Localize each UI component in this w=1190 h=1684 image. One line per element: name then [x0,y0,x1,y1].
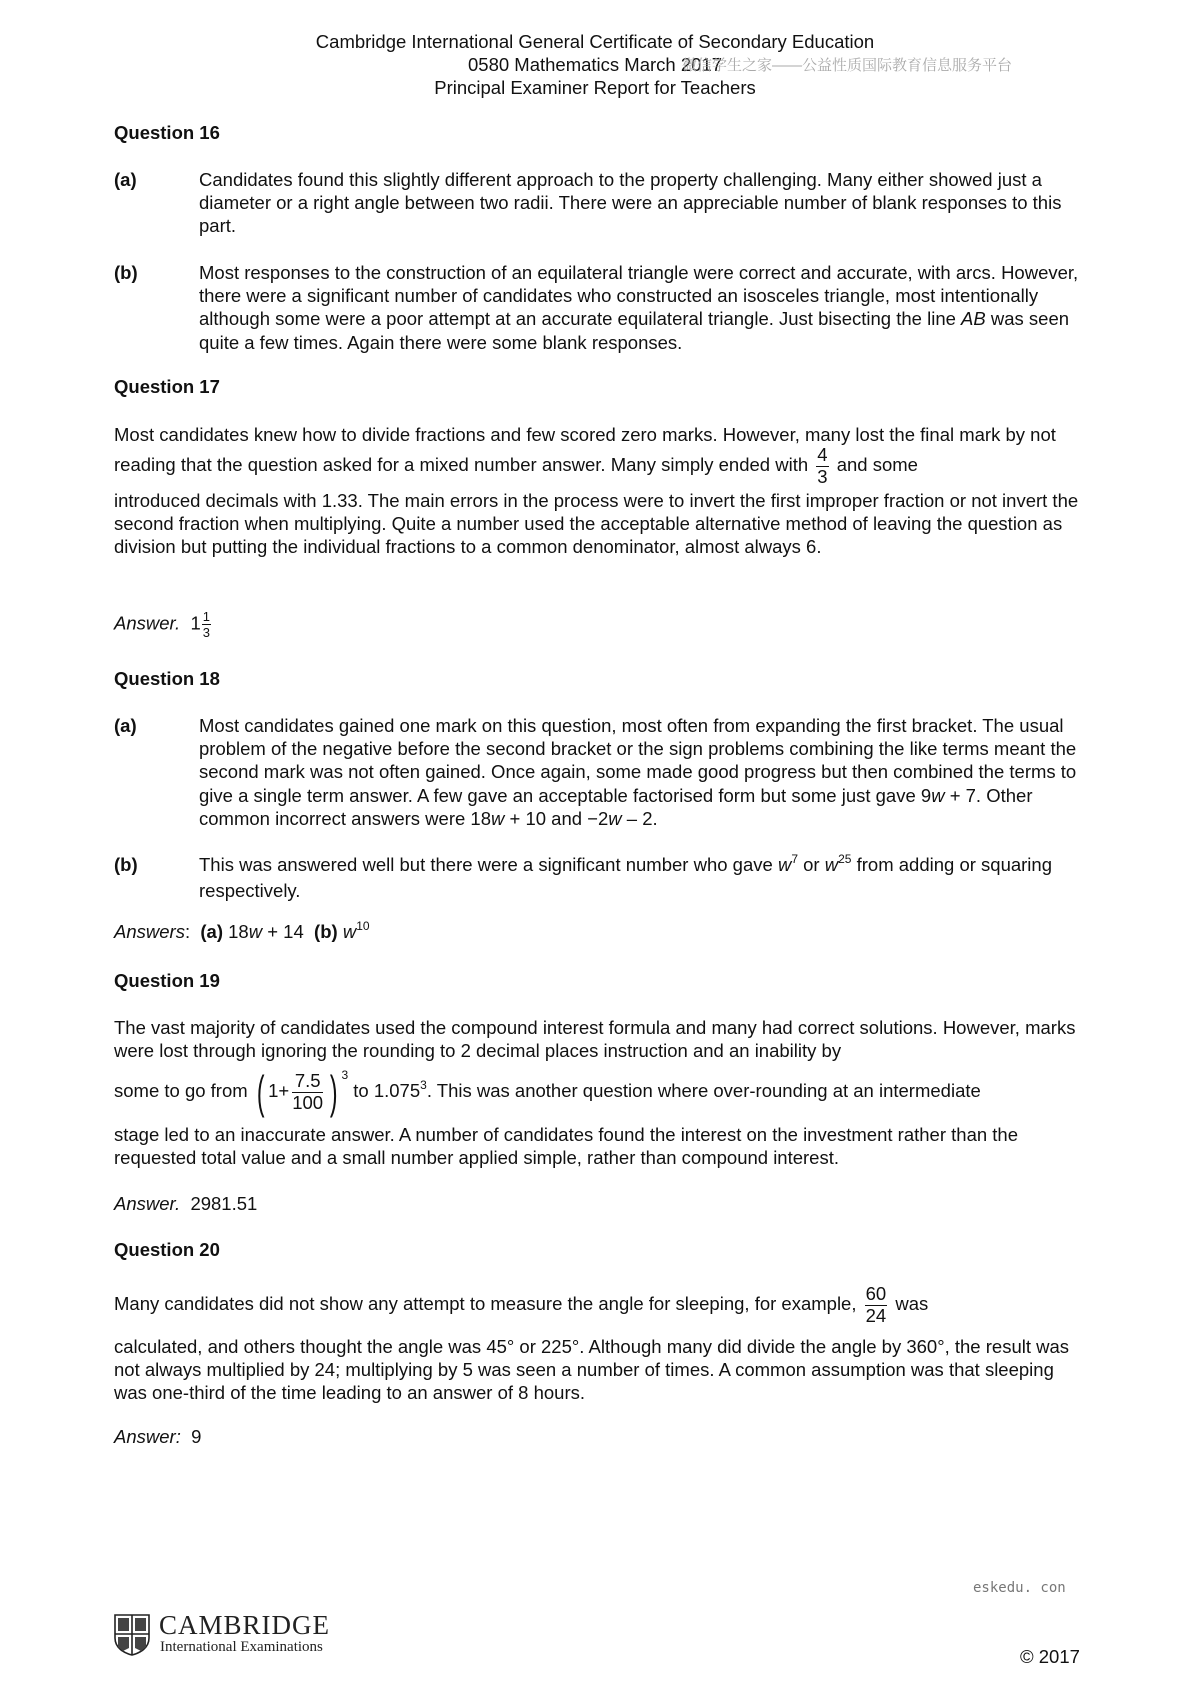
question-20-answer: Answer: 9 [114,1426,202,1447]
logo-subtitle: International Examinations [160,1639,323,1655]
shield-icon [114,1614,150,1656]
part-label: (a) [114,715,137,736]
logo-wordmark: CAMBRIDGE [159,1610,331,1640]
question-20-text-cont: calculated, and others thought the angle was 45° or 225°. Although many did divide the angle by 360°, the result was not always multiplied by 24; multiplying by 5 was seen a number of times. A common assumption was that sleeping was one-third of the time leading to an answer of 8 hours. [114,1336,1070,1404]
question-17-title: Question 17 [114,376,220,397]
part-label: (b) [114,262,138,283]
part-text: Most responses to the construction of an equilateral triangle were correct and accurate, with arcs. However, there were a significant number of candidates who constructed an isosceles triangle, most intentionally although some were a poor attempt at an accurate equilateral triangle. Just bisecting the line AB was seen quite a few times. Again there were some blank responses. [199,262,1079,353]
question-18b [114,853,1089,902]
question-17-text-cont: introduced decimals with 1.33. The main errors in the process were to invert the first improper fraction or not invert the second fraction when multiplying. Quite a number used the acceptable alternative method of leaving the question as division but putting the individual fractions to a common denominator, almost always 6. [114,490,1079,558]
watermark-site: eskedu. con [973,1580,1066,1596]
part-label: (a) [114,169,137,190]
question-17-text: Most candidates knew how to divide fractions and few scored zero marks. However, many lost the final mark by not reading that the question asked for a mixed number answer. Many simply ended with $\frac{4}{3}$ and some [114,424,1056,487]
question-17-answer: Answer. 1 $\frac{1}{3}$ [114,609,210,640]
question-19-text: The vast majority of candidates used the compound interest formula and many had correct solutions. However, marks were lost through ignoring the rounding to 2 decimal places instruction and an inability by [114,1017,1076,1062]
question-19-text-cont: stage led to an inaccurate answer. A number of candidates found the interest on the investment rather than the requested total value and a small number applied simple, rather than compound interest. [114,1124,1018,1169]
question-19-title: Question 19 [114,970,220,991]
header-line-2: 0580 Mathematics March 2017 [468,54,722,75]
question-18-title: Question 18 [114,668,220,689]
part-text: Candidates found this slightly different approach to the property challenging. Many either showed just a diameter or a right angle between two radii. There were an appreciable number of blank responses to this part. [199,169,1062,237]
header-line-3: Principal Examiner Report for Teachers [434,77,756,98]
question-20-text: Many candidates did not show any attempt to measure the angle for sleeping, for example, $\frac{60}{24}$ was [114,1283,929,1326]
question-19-answer: Answer. 2981.51 [114,1193,258,1214]
question-18-answers: Answers: (a) 18w + 14 (b) $w^{10}$ [114,919,370,942]
question-16a [114,168,1089,238]
part-text: This was answered well but there were a significant number who gave $w^7$ or $w^{25}$ from adding or squaring respectively. [199,852,1052,902]
question-19-formula-line: some to go from ( 1+ $\frac{7.5}{100}$ ) $^3$ to 1.075$^3$. This was another question where over-rounding at an intermediate [114,1066,981,1119]
part-text: Most candidates gained one mark on this question, most often from expanding the first bracket. The usual problem of the negative before the second bracket or the sign problems combining the like terms meant the second mark was not often gained. Once again, some made good progress but then combined the terms to give a single term answer. A few gave an acceptable factorised form but some just gave 9w + 7. Other common incorrect answers were 18w + 10 and −2w – 2. [199,715,1077,829]
copyright: © 2017 [1020,1646,1080,1667]
header-line-1: Cambridge International General Certificate of Secondary Education [315,31,875,52]
part-label: (b) [114,854,138,875]
question-20-title: Question 20 [114,1239,220,1260]
question-16-title: Question 16 [114,122,220,143]
question-16b [114,261,1089,354]
fraction: $\frac{4}{3}$ [817,444,828,487]
watermark-text: 微信学生之家——公益性质国际教育信息服务平台 [682,57,1013,74]
question-18a [114,714,1089,830]
